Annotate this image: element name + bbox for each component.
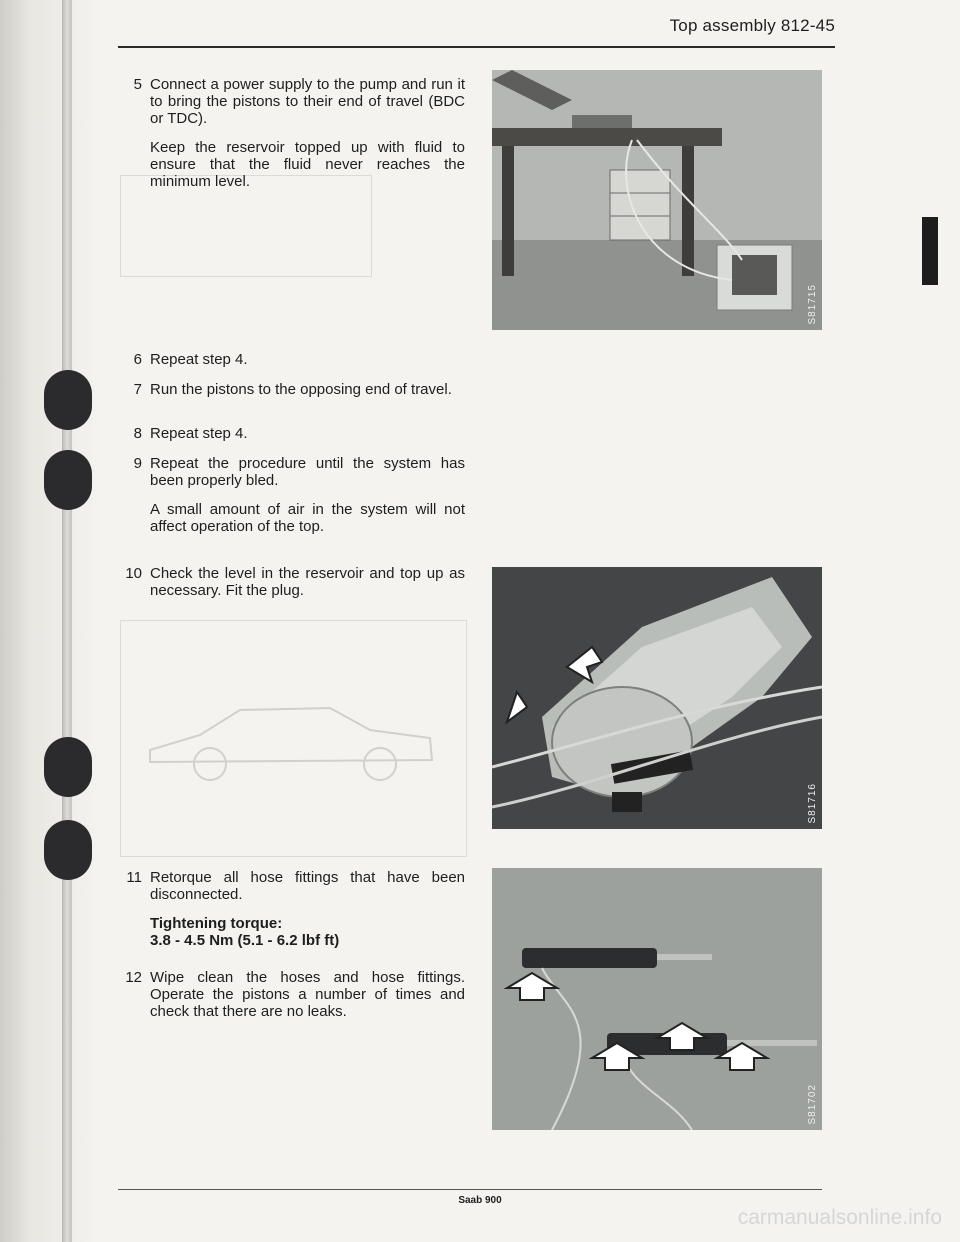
watermark: carmanualsonline.info [737, 1206, 942, 1229]
step-number: 12 [125, 969, 142, 986]
step-note: Keep the reservoir topped up with fluid to ensure that the fluid never reaches the minimum level. [150, 139, 465, 190]
photo-bleeding-setup [492, 70, 822, 330]
punch-hole [44, 370, 92, 430]
section-tab-marker [922, 217, 938, 285]
step-number: 7 [133, 381, 142, 398]
binding-edge [62, 0, 72, 1242]
photo-drawing [492, 70, 822, 330]
photo-code: S81716 [807, 782, 818, 823]
step-text: Check the level in the reservoir and top up as necessary. Fit the plug. [150, 565, 465, 599]
page-footer: Saab 900 [458, 1195, 502, 1206]
step-number: 9 [133, 455, 142, 472]
step-text: Run the pistons to the opposing end of travel. [150, 381, 452, 398]
step-text: Repeat step 4. [150, 351, 248, 368]
header-rule [118, 46, 835, 48]
step-10 [120, 565, 465, 599]
step-9 [120, 455, 465, 535]
photo-pump-reservoir [492, 567, 822, 829]
bleed-through [120, 175, 372, 277]
punch-hole [44, 450, 92, 510]
torque-value: 3.8 - 4.5 Nm (5.1 - 6.2 lbf ft) [150, 932, 340, 949]
photo-code: S81702 [807, 1083, 818, 1124]
step-note: A small amount of air in the system will not affect operation of the top. [150, 501, 465, 535]
step-8 [120, 425, 465, 442]
step-text: Wipe clean the hoses and hose fittings. Operate the pistons a number of times and check that there are no leaks. [150, 969, 465, 1020]
step-number: 5 [133, 76, 142, 93]
step-text: Retorque all hose fittings that have been disconnected. [150, 869, 465, 903]
step-6 [120, 351, 465, 368]
step-5 [120, 76, 465, 190]
footer-rule [118, 1189, 822, 1190]
step-text: Repeat step 4. [150, 425, 248, 442]
page-header: Top assembly 812-45 [669, 16, 835, 35]
step-text: Connect a power supply to the pump and run it to bring the pistons to their end of travel (BDC or TDC). [150, 76, 465, 127]
step-12 [120, 969, 465, 1020]
punch-hole [44, 820, 92, 880]
torque-label: Tightening torque: [150, 915, 283, 932]
photo-drawing [492, 868, 822, 1130]
step-number: 10 [125, 565, 142, 582]
step-number: 8 [133, 425, 142, 442]
photo-drawing [492, 567, 822, 829]
photo-pistons [492, 868, 822, 1130]
step-text: Repeat the procedure until the system has been properly bled. [150, 455, 465, 489]
step-7 [120, 381, 465, 398]
step-number: 11 [126, 869, 142, 886]
step-11 [120, 869, 465, 949]
punch-hole [44, 737, 92, 797]
photo-code: S81715 [807, 283, 818, 324]
step-number: 6 [133, 351, 142, 368]
binding-shadow [0, 0, 100, 1242]
bleed-through-car-drawing [140, 690, 440, 790]
